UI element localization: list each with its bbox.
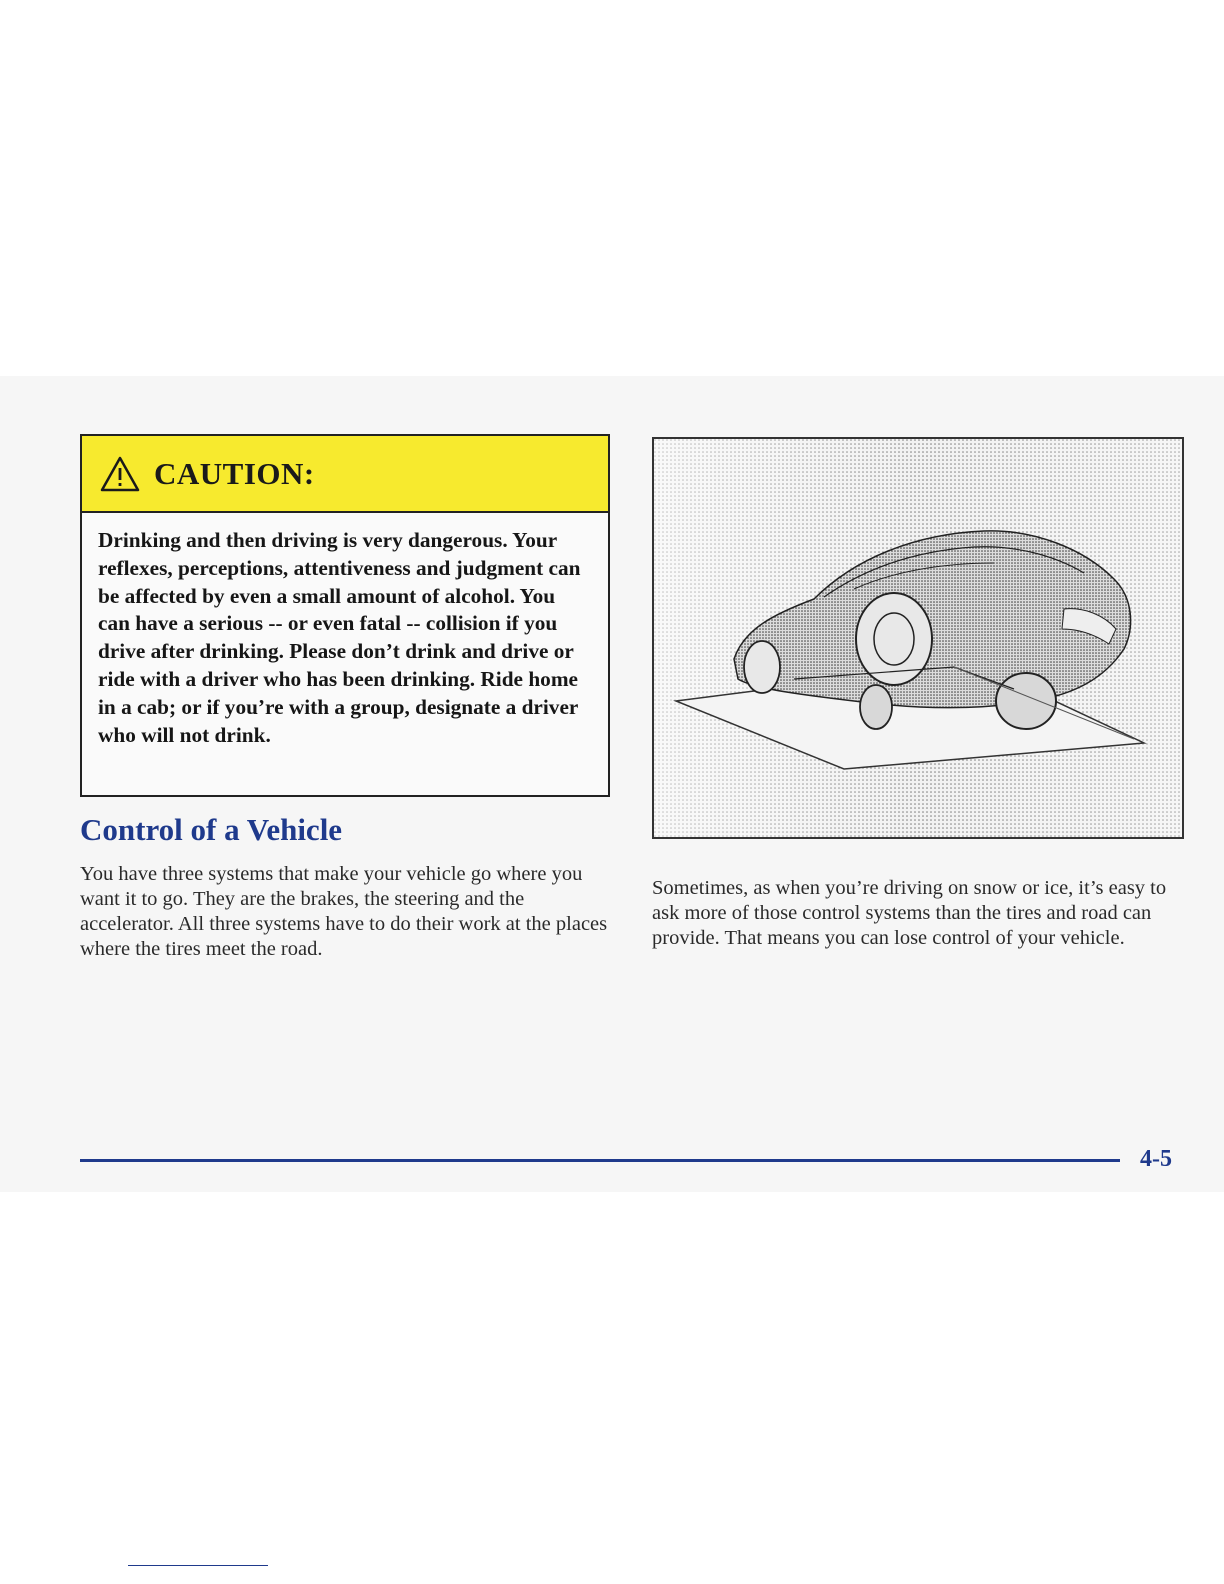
section-title: Control of a Vehicle [80, 812, 343, 847]
control-paragraph: Sometimes, as when you’re driving on snow or ice, it’s easy to ask more of those control systems than the tires and road can provide. That means you can lose control of your vehicle. [652, 877, 1167, 949]
caution-title: CAUTION: [154, 455, 315, 491]
page-number: 4-5 [1140, 1146, 1172, 1172]
footer-rule [80, 1159, 1120, 1162]
bottom-underline [128, 1565, 268, 1566]
caution-text: Drinking and then driving is very dangerous. Your reflexes, perceptions, attentiveness and judgment can be affected by even a small amount of alcohol. You can have a serious -- or even fatal -- collision if you drive after drinking. Please don’t drink and drive or ride with a driver who has been drinking. Ride home in a cab; or if you’re with a group, designate a driver who will not drink. [98, 528, 581, 747]
warning-triangle-icon [100, 456, 140, 492]
caution-header [82, 436, 608, 513]
caution-box [80, 434, 610, 797]
car-illustration [652, 437, 1184, 839]
intro-paragraph: You have three systems that make your vehicle go where you want it to go. They are the brakes, the steering and the accelerator. All three systems have to do their work at the places where the tires meet the road. [80, 863, 608, 960]
